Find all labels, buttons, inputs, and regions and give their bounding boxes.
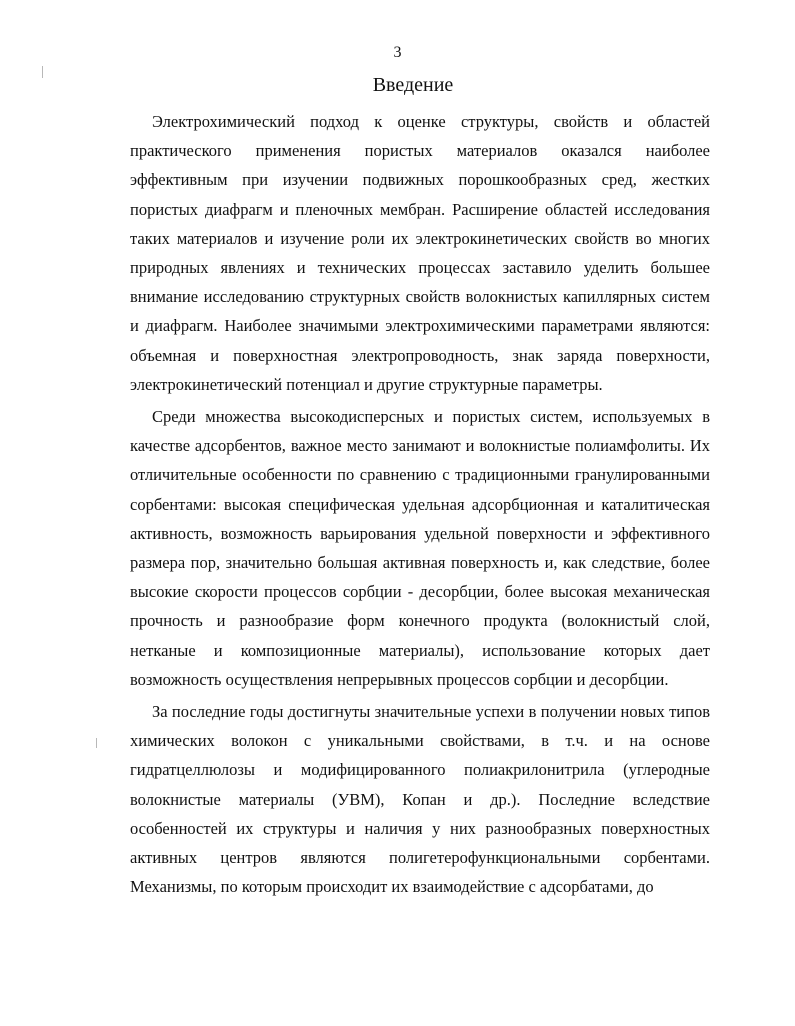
paragraph-1: Электрохимический подход к оценке структуры, свойств и областей практического применения пористых материалов оказался наиболее эффективным при изучении подвижных порошкообразных сред, жестких пористых диафрагм и пленочных мембран. Расширение областей исследования таких материалов и изучение роли их электрокинетических свойств во многих природных явлениях и технических процессах заставило уделить большее внимание исследованию структурных свойств волокнистых капиллярных систем и диафрагм. Наиболее значимыми электрохимическими параметрами являются: объемная и поверхностная электропроводность, знак заряда поверхности, электрокинетический потенциал и другие структурные параметры. bbox=[130, 112, 710, 394]
scan-artifact-mark bbox=[96, 738, 97, 748]
section-heading: Введение bbox=[372, 74, 454, 96]
paragraph-3: За последние годы достигнуты значительные успехи в получении новых типов химических волокон с уникальными свойствами, в т.ч. и на основе гидратцеллюлозы и модифицированного полиакрилонитрила (углеродные волокнистые материалы (УВМ), Копан и др.). Последние вследствие особенностей их структуры и наличия у них разнообразных поверхностных активных центров являются полигетерофункциональными сорбентами. Механизмы, по которым происходит их взаимодействие с адсорбатами, до bbox=[130, 702, 710, 897]
body-text bbox=[130, 107, 710, 901]
page-number: 3 bbox=[393, 44, 402, 61]
paragraph-2: Среди множества высокодисперсных и пористых систем, используемых в качестве адсорбентов, важное место занимают и волокнистые полиамфолиты. Их отличительные особенности по сравнению с традиционными гранулированными сорбентами: высокая специфическая удельная адсорбционная и каталитическая активность, возможность варьирования удельной поверхности и эффективного размера пор, значительно большая активная поверхность и, как следствие, более высокие скорости процессов сорбции - десорбции, более высокая механическая прочность и разнообразие форм конечного продукта (волокнистый слой, нетканые и композиционные материалы), использование которых дает возможность осуществления непрерывных процессов сорбции и десорбции. bbox=[130, 407, 710, 689]
